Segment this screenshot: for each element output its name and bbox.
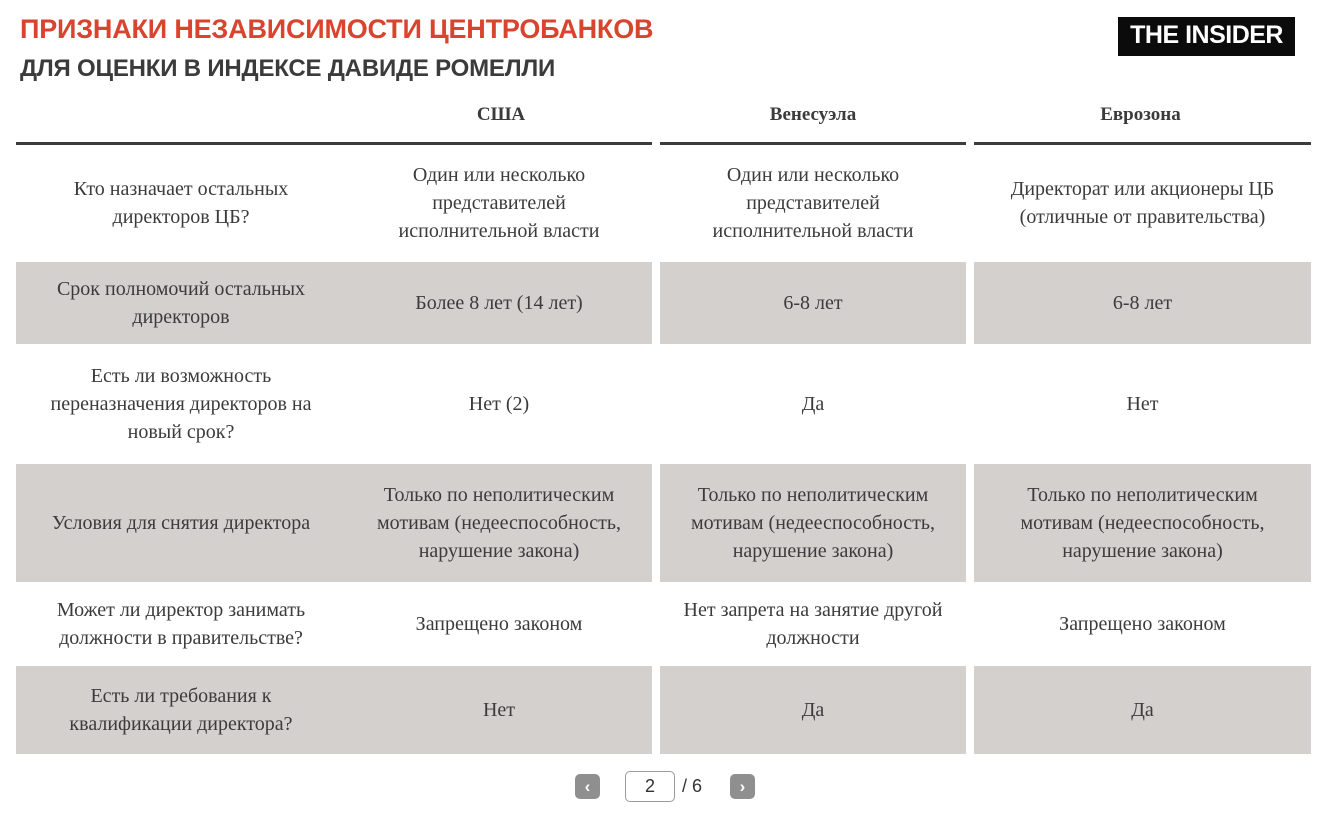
cell-venezuela: Да — [656, 344, 970, 464]
cell-eurozone: Нет — [970, 344, 1311, 464]
cell-venezuela: Только по неполитическим мотивам (недееспособность, нарушение закона) — [656, 464, 970, 582]
cell-venezuela: Да — [656, 666, 970, 754]
cell-venezuela: Нет запрета на занятие другой должности — [656, 582, 970, 666]
the-insider-logo: THE INSIDER — [1118, 17, 1295, 56]
cell-usa: Более 8 лет (14 лет) — [415, 291, 583, 314]
prev-page-button[interactable]: ‹ — [575, 774, 600, 799]
header-cell-venezuela: Венесуэла — [656, 99, 970, 144]
cell-usa: Нет — [482, 698, 516, 721]
page-total-label: / 6 — [681, 776, 702, 796]
page-title: ПРИЗНАКИ НЕЗАВИСИМОСТИ ЦЕНТРОБАНКОВ — [20, 14, 654, 44]
cell-eurozone: Только по неполитическим мотивам (недееспособность, нарушение закона) — [970, 464, 1311, 582]
table-row — [16, 144, 1311, 262]
header-cell-eurozone: Еврозона — [970, 99, 1311, 144]
page-subtitle: ДЛЯ ОЦЕНКИ В ИНДЕКСЕ ДАВИДЕ РОМЕЛЛИ — [20, 54, 556, 82]
next-page-button[interactable]: › — [730, 774, 755, 799]
cell-usa: Нет (2) — [468, 392, 530, 415]
row-label-cell: Есть ли требования к квалификации директора? — [69, 684, 293, 735]
table-row — [16, 344, 1311, 464]
page-number-input[interactable] — [625, 771, 675, 802]
cell-eurozone: 6-8 лет — [970, 262, 1311, 344]
cell-usa: Один или несколько представителей исполнительной власти — [398, 164, 600, 243]
row-label-cell: Кто назначает остальных директоров ЦБ? — [73, 178, 289, 229]
cell-venezuela: Один или несколько представителей исполнительной власти — [656, 144, 970, 262]
cell-usa: Запрещено законом — [415, 612, 583, 635]
cell-eurozone: Запрещено законом — [970, 582, 1311, 666]
cell-usa: Только по неполитическим мотивам (недееспособность, нарушение закона) — [376, 483, 622, 562]
row-label-cell: Срок полномочий остальных директоров — [56, 277, 306, 328]
table-row — [16, 262, 1311, 344]
header-cell-empty — [16, 99, 346, 144]
header-cell-usa: США — [346, 99, 656, 144]
row-label-cell: Может ли директор занимать должности в правительстве? — [56, 598, 306, 649]
table-row — [16, 464, 1311, 582]
table-row — [16, 582, 1311, 666]
table-row — [16, 666, 1311, 754]
cell-eurozone: Директорат или акционеры ЦБ (отличные от правительства) — [970, 144, 1311, 262]
central-bank-independence-table — [16, 99, 1311, 754]
row-label-cell: Есть ли возможность переназначения директоров на новый срок? — [50, 364, 312, 443]
table-header-row — [16, 99, 1311, 144]
pagination — [0, 771, 1330, 802]
cell-venezuela: 6-8 лет — [656, 262, 970, 344]
cell-eurozone: Да — [970, 666, 1311, 754]
row-label-cell: Условия для снятия директора — [51, 511, 311, 534]
